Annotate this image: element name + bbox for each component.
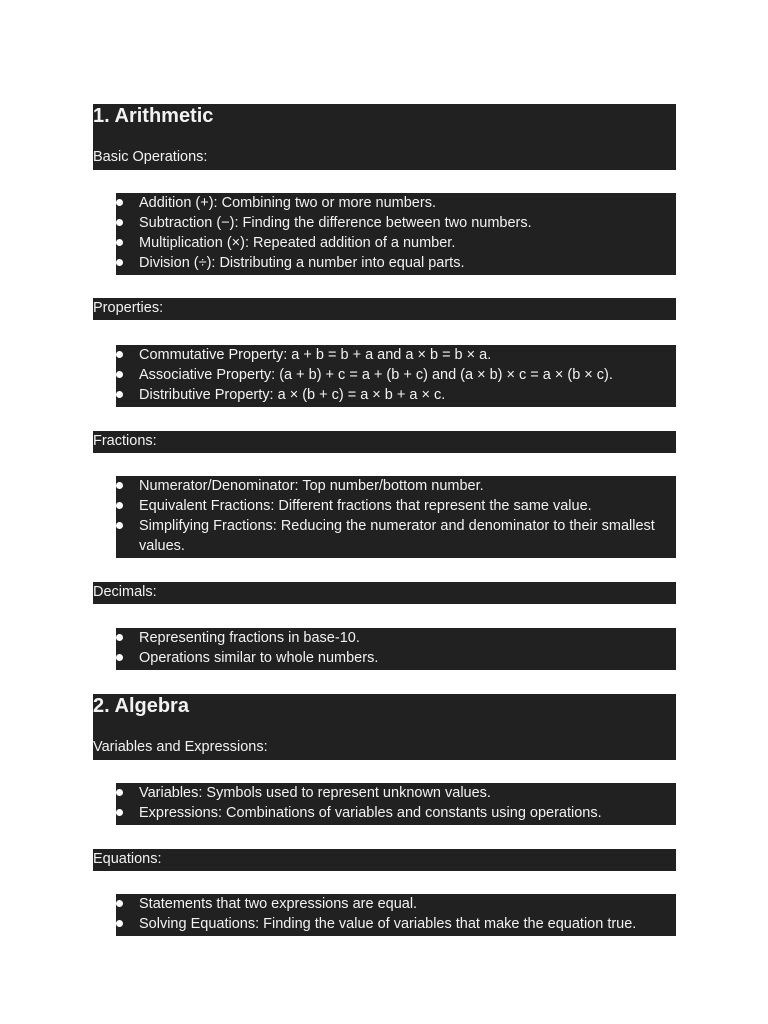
list-item: Variables: Symbols used to represent unknown values. (116, 783, 676, 803)
list-item: Expressions: Combinations of variables and constants using operations. (116, 803, 676, 825)
section-header-algebra (93, 694, 676, 760)
list-item: Operations similar to whole numbers. (116, 648, 676, 670)
list-item: Division (÷): Distributing a number into equal parts. (116, 253, 676, 275)
bullet-icon (116, 634, 123, 641)
bullet-icon (116, 259, 123, 266)
list-item: Distributive Property: a × (b + c) = a × b + a × c. (116, 385, 676, 407)
bullet-icon (116, 789, 123, 796)
bullet-icon (116, 502, 123, 509)
section-title: 2. Algebra (93, 695, 189, 717)
list-item: Equivalent Fractions: Different fractions that represent the same value. (116, 496, 676, 516)
list-item: Statements that two expressions are equal. (116, 894, 676, 914)
section-subtitle: Basic Operations: (93, 149, 208, 165)
decimals-list (116, 628, 676, 670)
list-item: Subtraction (−): Finding the difference between two numbers. (116, 213, 676, 233)
bullet-icon (116, 654, 123, 661)
group-label-equations: Equations: (93, 849, 676, 871)
section-header-arithmetic (93, 104, 676, 170)
fractions-list (116, 476, 676, 558)
section-title: 1. Arithmetic (93, 105, 214, 127)
bullet-icon (116, 391, 123, 398)
group-label-fractions: Fractions: (93, 431, 676, 453)
list-item: Associative Property: (a + b) + c = a + (b + c) and (a × b) × c = a × (b × c). (116, 365, 676, 385)
bullet-icon (116, 371, 123, 378)
section-subtitle: Variables and Expressions: (93, 739, 268, 755)
group-label-decimals: Decimals: (93, 582, 676, 604)
equations-list (116, 894, 676, 936)
bullet-icon (116, 482, 123, 489)
bullet-icon (116, 809, 123, 816)
list-item: Simplifying Fractions: Reducing the numerator and denominator to their smallest values. (116, 516, 676, 558)
bullet-icon (116, 920, 123, 927)
list-item: Representing fractions in base-10. (116, 628, 676, 648)
list-item: Commutative Property: a + b = b + a and a × b = b × a. (116, 345, 676, 365)
bullet-icon (116, 351, 123, 358)
bullet-icon (116, 199, 123, 206)
bullet-icon (116, 219, 123, 226)
bullet-icon (116, 900, 123, 907)
list-item: Addition (+): Combining two or more numbers. (116, 193, 676, 213)
document (93, 104, 676, 936)
list-item: Numerator/Denominator: Top number/bottom number. (116, 476, 676, 496)
variables-expressions-list (116, 783, 676, 825)
list-item: Multiplication (×): Repeated addition of a number. (116, 233, 676, 253)
bullet-icon (116, 522, 123, 529)
bullet-icon (116, 239, 123, 246)
properties-list (116, 345, 676, 407)
basic-operations-list (116, 193, 676, 275)
list-item: Solving Equations: Finding the value of variables that make the equation true. (116, 914, 676, 936)
group-label-properties: Properties: (93, 298, 676, 320)
